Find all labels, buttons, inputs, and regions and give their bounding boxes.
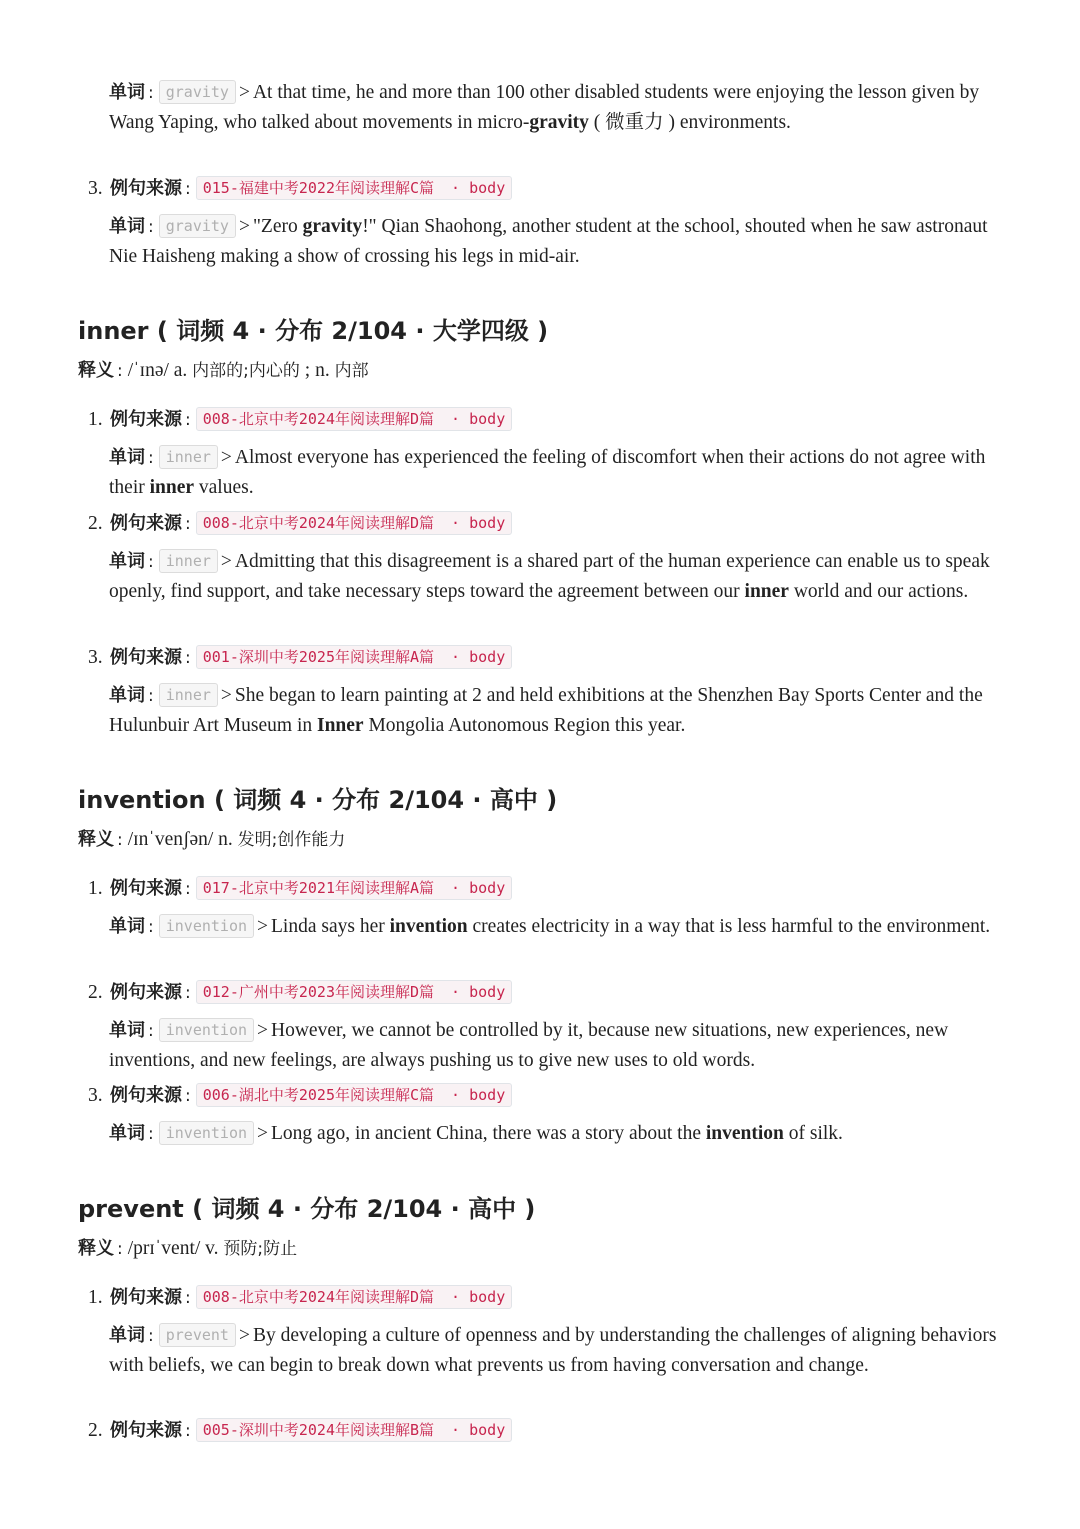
definition-label: 释义	[78, 360, 114, 381]
arrow: >	[220, 685, 232, 706]
colon: :	[148, 1326, 154, 1346]
definition-text: /ˈɪnə/ a.	[127, 360, 193, 381]
example-sentence	[109, 443, 1014, 503]
source-tag: · body	[451, 1086, 506, 1104]
arrow: >	[220, 551, 232, 572]
source-tag: · body	[451, 1421, 506, 1439]
colon: :	[148, 448, 154, 468]
word-code: inner	[159, 683, 218, 707]
highlighted-word: inner	[744, 581, 789, 602]
highlighted-word: Inner	[317, 715, 364, 736]
example-sentence	[109, 1119, 1014, 1149]
colon: :	[185, 1421, 191, 1441]
list-number: 3.	[88, 647, 103, 668]
word-code: invention	[159, 1121, 254, 1145]
example-source	[88, 1416, 512, 1446]
example-source	[88, 174, 512, 204]
colon: :	[185, 514, 191, 534]
example-sentence	[109, 547, 1014, 607]
highlighted-word: gravity	[302, 216, 363, 237]
list-number: 1.	[88, 1287, 103, 1308]
colon: :	[185, 879, 191, 899]
word-code: invention	[159, 1018, 254, 1042]
word-code: invention	[159, 914, 254, 938]
sentence-text: Linda says her	[271, 916, 390, 937]
definition-text: 发明;创作能力	[237, 830, 346, 850]
highlighted-word: inner	[149, 477, 195, 498]
word-code: inner	[159, 549, 218, 573]
example-source	[88, 874, 512, 904]
word-code: inner	[159, 445, 218, 469]
list-number: 1.	[88, 409, 103, 430]
example-sentence	[109, 1016, 1014, 1076]
sentence-text: world and our actions.	[788, 581, 969, 602]
sentence-text: However, we cannot be controlled by it, because new situations, new experiences, new inventions, and new feelings, are always pushing us to give new uses to old words.	[109, 1020, 949, 1071]
word-label: 单词	[109, 1325, 145, 1346]
example-sentence	[109, 1321, 1014, 1381]
sentence-text: At that time, he and more than 100 other disabled students were enjoying the lesson given by Wang Yaping, who talked about movements in micro-	[109, 82, 980, 133]
example-sentence	[109, 912, 1014, 942]
definition-text: 内部	[334, 361, 369, 381]
arrow: >	[257, 1123, 269, 1144]
arrow: >	[238, 82, 250, 103]
source-code: 015-福建中考2022年阅读理解C篇 · body	[196, 176, 513, 200]
colon: :	[117, 830, 123, 850]
highlighted-word: invention	[705, 1123, 784, 1144]
definition-label: 释义	[78, 1238, 114, 1259]
source-tag: · body	[451, 179, 506, 197]
sentence-text: Admitting that this disagreement is a shared part of the human experience can enable us to speak openly, find support, and take necessary steps toward the agreement between our	[109, 551, 990, 602]
word-label: 单词	[109, 685, 145, 706]
example-source	[88, 509, 512, 539]
source-label: 例句来源	[110, 647, 182, 668]
colon: :	[185, 983, 191, 1003]
example-source	[88, 643, 512, 673]
entry-heading-prevent: prevent ( 词频 4 · 分布 2/104 · 高中 )	[78, 1195, 536, 1223]
arrow: >	[257, 1020, 269, 1041]
definition	[78, 356, 369, 386]
word-code: gravity	[159, 80, 236, 104]
source-code: 017-北京中考2021年阅读理解A篇 · body	[196, 876, 513, 900]
word-label: 单词	[109, 1123, 145, 1144]
source-label: 例句来源	[110, 1420, 182, 1441]
word-code: gravity	[159, 214, 236, 238]
source-label: 例句来源	[110, 178, 182, 199]
entry-heading-invention: invention ( 词频 4 · 分布 2/104 · 高中 )	[78, 786, 558, 814]
word-label: 单词	[109, 916, 145, 937]
source-code: 006-湖北中考2025年阅读理解C篇 · body	[196, 1083, 513, 1107]
source-label: 例句来源	[110, 1085, 182, 1106]
source-label: 例句来源	[110, 513, 182, 534]
list-number: 2.	[88, 1420, 103, 1441]
example-sentence	[109, 212, 1014, 272]
source-code: 005-深圳中考2024年阅读理解B篇 · body	[196, 1418, 513, 1442]
sentence-text: Almost everyone has experienced the feeling of discomfort when their actions do not agree with their	[109, 447, 986, 498]
list-number: 2.	[88, 982, 103, 1003]
colon: :	[148, 686, 154, 706]
source-tag: · body	[451, 410, 506, 428]
arrow: >	[238, 216, 250, 237]
source-code: 008-北京中考2024年阅读理解D篇 · body	[196, 1285, 513, 1309]
highlighted-word: invention	[389, 916, 468, 937]
colon: :	[148, 83, 154, 103]
definition-text: 预防;防止	[223, 1239, 298, 1259]
word-label: 单词	[109, 1020, 145, 1041]
sentence-text: values.	[194, 477, 254, 498]
highlighted-word: gravity	[529, 112, 589, 133]
definition	[78, 825, 345, 855]
arrow: >	[220, 447, 232, 468]
source-code: 012-广州中考2023年阅读理解D篇 · body	[196, 980, 513, 1004]
colon: :	[185, 1288, 191, 1308]
word-code: prevent	[159, 1323, 236, 1347]
source-tag: · body	[451, 514, 506, 532]
colon: :	[185, 1086, 191, 1106]
example-source	[88, 1081, 512, 1111]
definition-label: 释义	[78, 829, 114, 850]
sentence-text: Long ago, in ancient China, there was a story about the	[271, 1123, 706, 1144]
example-sentence	[109, 78, 1014, 138]
colon: :	[148, 1021, 154, 1041]
sentence-text: By developing a culture of openness and by understanding the challenges of aligning behaviors with beliefs, we can begin to break down what prevents us from having conversation and change.	[109, 1325, 997, 1376]
sentence-text: Mongolia Autonomous Region this year.	[363, 715, 686, 736]
colon: :	[185, 410, 191, 430]
arrow: >	[238, 1325, 250, 1346]
definition-text: /prɪˈvent/ v.	[127, 1238, 224, 1259]
word-label: 单词	[109, 551, 145, 572]
word-label: 单词	[109, 216, 145, 237]
sentence-text: !" Qian Shaohong, another student at the school, shouted when he saw astronaut Nie Haisheng making a show of crossing his legs in mid-air.	[109, 216, 988, 267]
example-source	[88, 1283, 512, 1313]
source-label: 例句来源	[110, 409, 182, 430]
list-number: 2.	[88, 513, 103, 534]
definition-text: ;	[304, 360, 311, 381]
colon: :	[185, 179, 191, 199]
source-code: 008-北京中考2024年阅读理解D篇 · body	[196, 511, 513, 535]
source-label: 例句来源	[110, 878, 182, 899]
definition	[78, 1234, 297, 1264]
colon: :	[117, 361, 123, 381]
colon: :	[148, 1124, 154, 1144]
definition-text: n.	[310, 360, 335, 381]
sentence-text: "Zero	[252, 216, 303, 237]
source-code: 001-深圳中考2025年阅读理解A篇 · body	[196, 645, 513, 669]
list-number: 1.	[88, 878, 103, 899]
list-number: 3.	[88, 1085, 103, 1106]
word-label: 单词	[109, 82, 145, 103]
colon: :	[185, 648, 191, 668]
source-code: 008-北京中考2024年阅读理解D篇 · body	[196, 407, 513, 431]
source-tag: · body	[451, 879, 506, 897]
entry-heading-inner: inner ( 词频 4 · 分布 2/104 · 大学四级 )	[78, 317, 549, 345]
colon: :	[148, 917, 154, 937]
arrow: >	[257, 916, 269, 937]
source-tag: · body	[451, 1288, 506, 1306]
list-number: 3.	[88, 178, 103, 199]
source-label: 例句来源	[110, 982, 182, 1003]
sentence-text: She began to learn painting at 2 and held exhibitions at the Shenzhen Bay Sports Center and the Hulunbuir Art Museum in	[109, 685, 983, 736]
source-label: 例句来源	[110, 1287, 182, 1308]
example-source	[88, 405, 512, 435]
colon: :	[117, 1239, 123, 1259]
definition-text: /ɪnˈvenʃən/ n.	[127, 829, 238, 850]
sentence-text: of silk.	[783, 1123, 843, 1144]
sentence-text: ( 微重力 ) environments.	[588, 112, 791, 133]
word-label: 单词	[109, 447, 145, 468]
example-source	[88, 978, 512, 1008]
source-tag: · body	[451, 983, 506, 1001]
sentence-text: creates electricity in a way that is less harmful to the environment.	[467, 916, 991, 937]
definition-text: 内部的;内心的	[192, 361, 300, 381]
source-tag: · body	[451, 648, 506, 666]
colon: :	[148, 217, 154, 237]
example-sentence	[109, 681, 1014, 741]
colon: :	[148, 552, 154, 572]
